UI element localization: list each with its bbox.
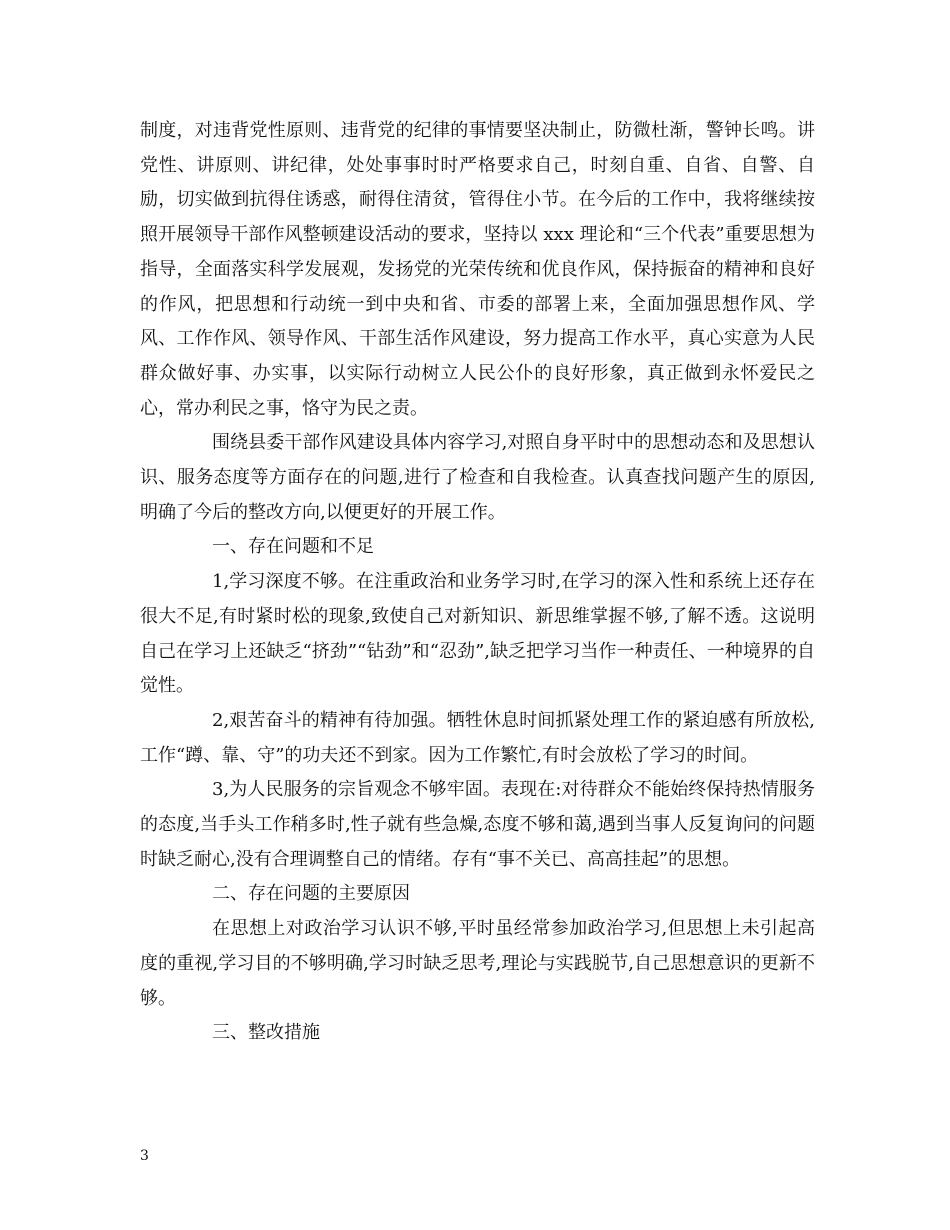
page-number: 3 xyxy=(140,1148,149,1164)
paragraph-causes: 在思想上对政治学习认识不够,平时虽经常参加政治学习,但思想上未引起高度的重视,学习目的不够明确,学习时缺乏思考,理论与实践脱节,自己思想意识的更新不够。 xyxy=(140,918,815,1009)
paragraph-problem-1: 1,学习深度不够。在注重政治和业务学习时,在学习的深入性和系统上还存在很大不足,有时紧时松的现象,致使自己对新知识、新思维掌握不够,了解不透。这说明自己在学习上还缺乏“挤劲”“钻劲”和“忍劲”,缺乏把学习当作一种责任、一种境界的自觉性。 xyxy=(140,571,815,697)
paragraph-problem-3: 3,为人民服务的宗旨观念不够牢固。表现在:对待群众不能始终保持热情服务的态度,当手头工作稍多时,性子就有些急燥,态度不够和蔼,遇到当事人反复询问的问题时缺乏耐心,没有合理调整自己的情绪。存有“事不关已、高高挂起”的思想。 xyxy=(140,779,815,870)
section-heading-causes: 二、存在问题的主要原因 xyxy=(212,883,410,905)
document-body xyxy=(140,114,815,1051)
paragraph-problem-2: 2,艰苦奋斗的精神有待加强。牺牲休息时间抓紧处理工作的紧迫感有所放松,工作“蹲、靠、守”的功夫还不到家。因为工作繁忙,有时会放松了学习的时间。 xyxy=(140,709,815,766)
section-heading-problems: 一、存在问题和不足 xyxy=(212,536,374,558)
paragraph-discipline: 制度，对违背党性原则、违背党的纪律的事情要坚决制止，防微杜渐，警钟长鸣。讲党性、讲原则、讲纪律，处处事事时时严格要求自己，时刻自重、自省、自警、自励，切实做到抗得住诱惑，耐得住清贫，管得住小节。在今后的工作中，我将继续按照开展领导干部作风整顿建设活动的要求，坚持以 xxx 理论和“三个代表”重要思想为指导，全面落实科学发展观，发扬党的光荣传统和优良作风，保持振奋的精神和良好的作风，把思想和行动统一到中央和省、市委的部署上来，全面加强思想作风、学风、工作作风、领导作风、干部生活作风建设，努力提高工作水平，真心实意为人民群众做好事、办实事，以实际行动树立人民公仆的良好形象，真正做到永怀爱民之心，常办利民之事，恪守为民之责。 xyxy=(140,120,815,419)
paragraph-intro: 围绕县委干部作风建设具体内容学习,对照自身平时中的思想动态和及思想认识、服务态度等方面存在的问题,进行了检查和自我检查。认真查找问题产生的原因,明确了今后的整改方向,以便更好的开展工作。 xyxy=(140,432,815,523)
section-heading-measures: 三、整改措施 xyxy=(212,1022,320,1044)
